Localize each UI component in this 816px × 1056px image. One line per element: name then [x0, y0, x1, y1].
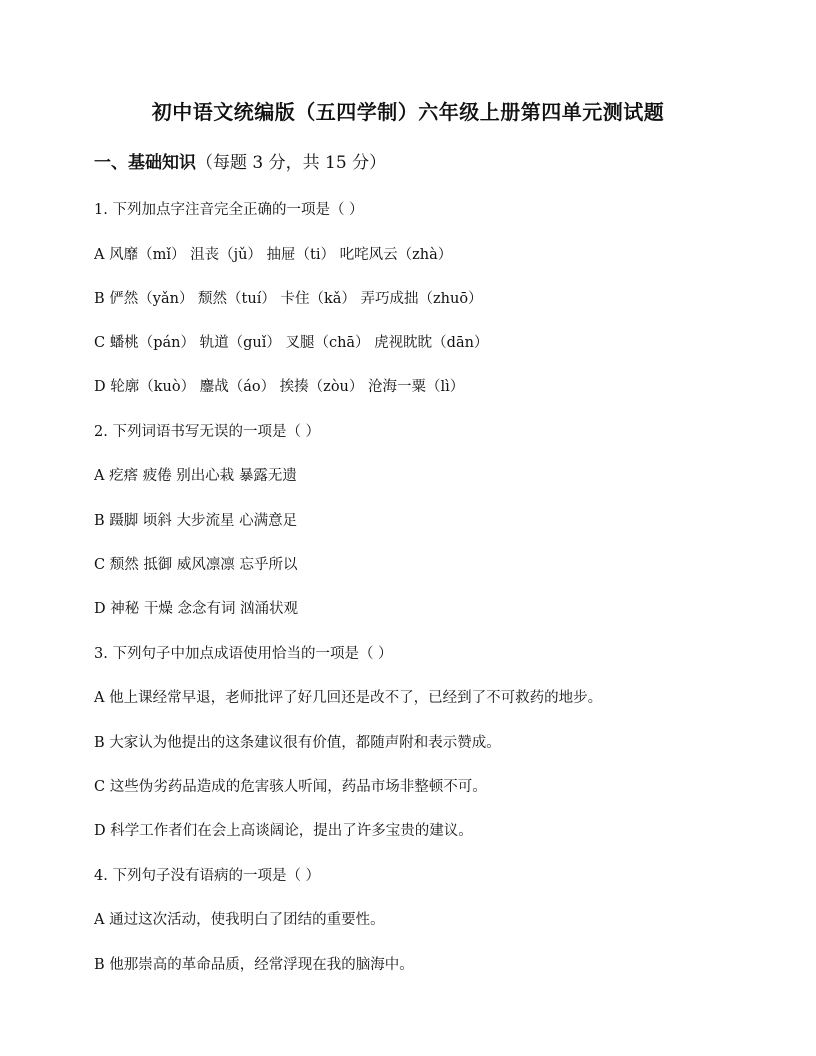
question-2-option-b: B 蹑脚 顷斜 大步流星 心满意足 — [94, 513, 298, 529]
section-label: 一、基础知识 — [94, 153, 196, 173]
question-1-option-b: B 俨然（yǎn） 颓然（tuí） 卡住（kǎ） 弄巧成拙（zhuō） — [94, 291, 483, 307]
question-2-option-c: C 颓然 抵御 威风凛凛 忘乎所以 — [94, 557, 298, 573]
question-4-option-b: B 他那崇高的革命品质，经常浮现在我的脑海中。 — [94, 957, 414, 973]
question-1-option-c: C 蟠桃（pán） 轨道（guǐ） 叉腿（chā） 虎视眈眈（dān） — [94, 335, 489, 351]
question-3-option-a: A 他上课经常早退，老师批评了好几回还是改不了，已经到了不可救药的地步。 — [94, 690, 603, 706]
question-4-stem: 4. 下列句子没有语病的一项是（ ） — [94, 868, 321, 884]
page-title: 初中语文统编版（五四学制）六年级上册第四单元测试题 — [151, 100, 665, 124]
question-3-option-b: B 大家认为他提出的这条建议很有价值，都随声附和表示赞成。 — [94, 735, 501, 751]
question-3-option-c: C 这些伪劣药品造成的危害骇人听闻，药品市场非整顿不可。 — [94, 779, 487, 795]
question-2-stem: 2. 下列词语书写无误的一项是（ ） — [94, 424, 321, 440]
question-2-option-a: A 疙瘩 疲倦 别出心栽 暴露无遗 — [94, 468, 297, 484]
question-1-option-d: D 轮廓（kuò） 鏖战（áo） 挨揍（zòu） 沧海一粟（lì） — [94, 379, 465, 395]
section-score-note: （每题 3 分，共 15 分） — [196, 153, 387, 173]
question-1-stem: 1. 下列加点字注音完全正确的一项是（ ） — [94, 202, 364, 218]
question-2-option-d: D 神秘 干燥 念念有词 汹涌状观 — [94, 601, 299, 617]
question-3-stem: 3. 下列句子中加点成语使用恰当的一项是（ ） — [94, 646, 393, 662]
question-3-option-d: D 科学工作者们在会上高谈阔论，提出了许多宝贵的建议。 — [94, 823, 473, 839]
section-heading — [94, 148, 386, 173]
question-4-option-a: A 通过这次活动，使我明白了团结的重要性。 — [94, 912, 385, 928]
question-1-option-a: A 风靡（mǐ） 沮丧（jǔ） 抽屉（ti） 叱咤风云（zhà） — [94, 247, 453, 263]
